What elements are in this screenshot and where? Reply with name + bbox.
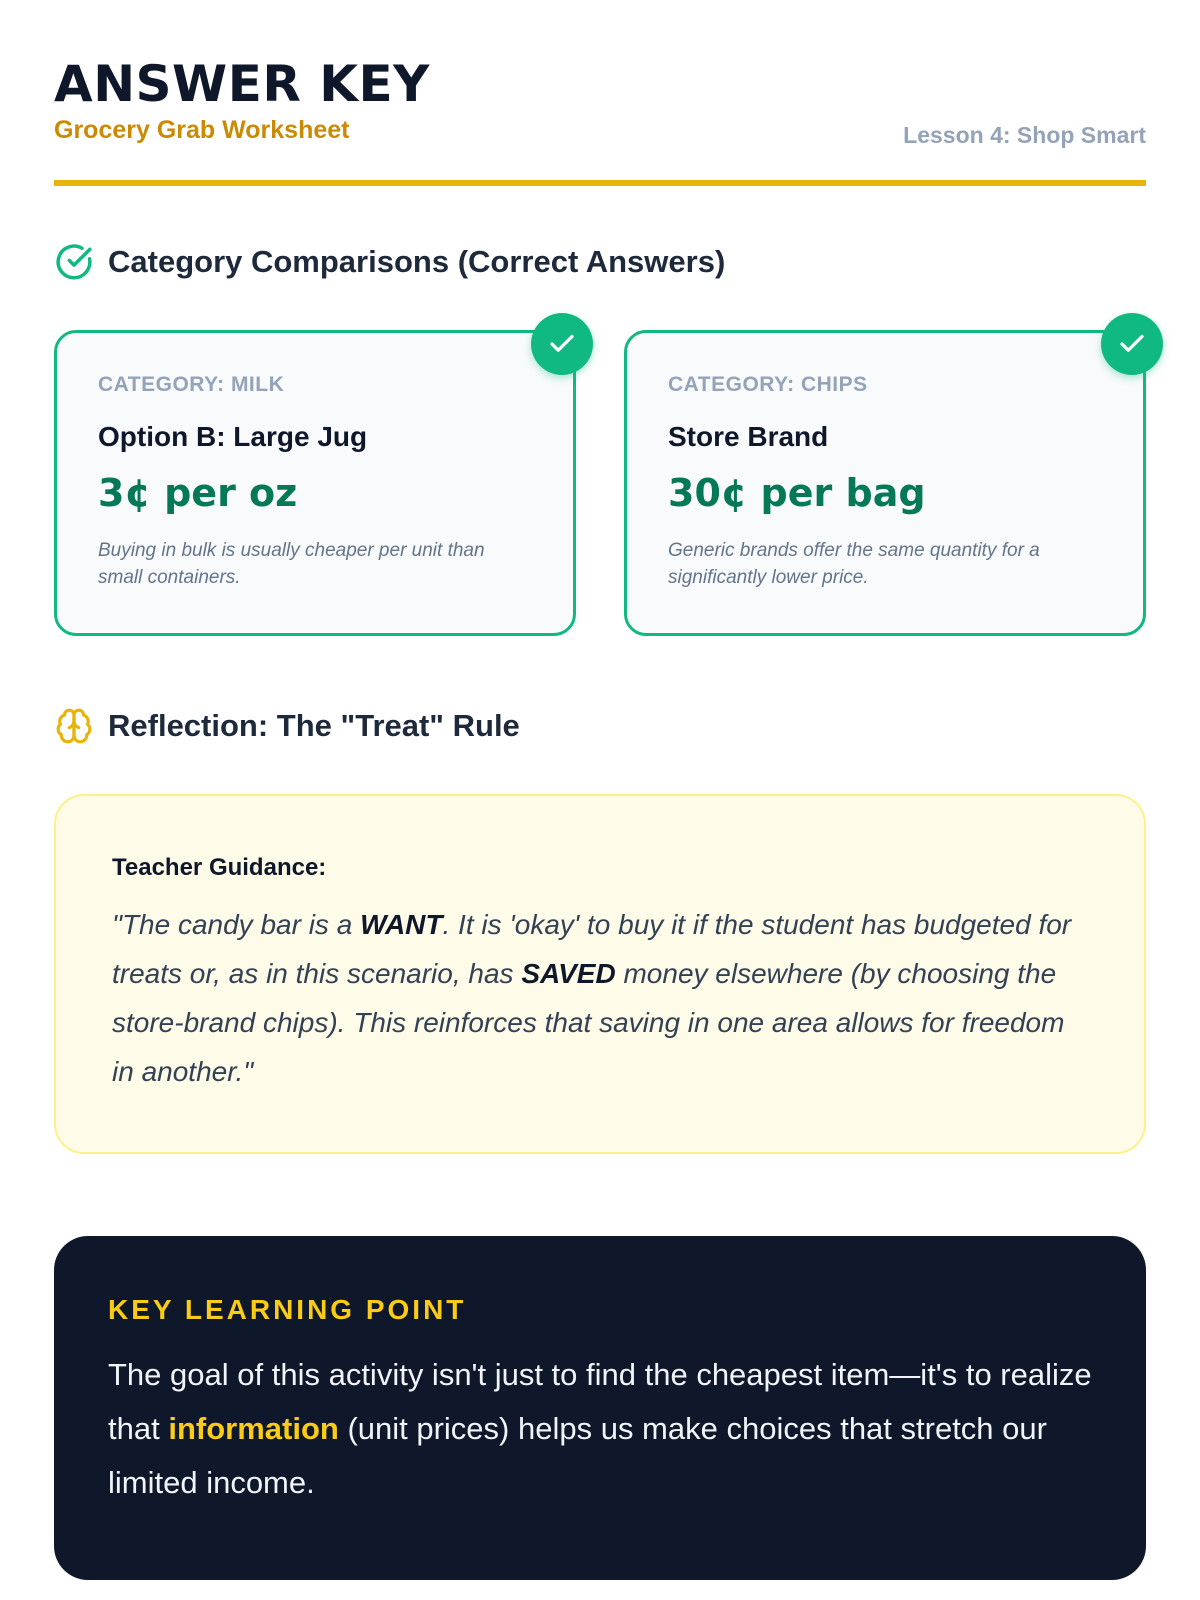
comparison-cards	[54, 330, 1146, 636]
comparisons-heading-text: Category Comparisons (Correct Answers)	[108, 244, 726, 279]
quote-text: money elsewhere (by choosing the store-brand chips). This reinforces that saving in one area allows for freedom in another."	[112, 958, 1065, 1087]
checkmark-icon	[1101, 313, 1163, 375]
card-category: CATEGORY: CHIPS	[668, 373, 868, 396]
comparisons-heading	[54, 242, 725, 282]
page-title: ANSWER KEY	[54, 55, 430, 113]
check-circle-icon	[54, 242, 94, 282]
guidance-quote	[112, 900, 1088, 1096]
page-header	[54, 0, 1146, 186]
card-note: Generic brands offer the same quantity for a significantly lower price.	[668, 540, 1040, 588]
lesson-label: Lesson 4: Shop Smart	[903, 122, 1146, 148]
key-highlight: information	[168, 1411, 339, 1446]
teacher-guidance-box	[54, 794, 1146, 1154]
key-learning-box	[54, 1236, 1146, 1580]
quote-emphasis-saved: SAVED	[521, 958, 616, 989]
key-text: The goal of this activity isn't just to find the cheapest item—it's to realize that	[108, 1357, 1092, 1446]
card-note: Buying in bulk is usually cheaper per unit than small containers.	[98, 540, 485, 588]
card-option: Option B: Large Jug	[98, 421, 368, 452]
quote-emphasis-want: WANT	[360, 909, 443, 940]
checkmark-icon	[531, 313, 593, 375]
card-category: CATEGORY: MILK	[98, 373, 285, 396]
card-chips	[624, 330, 1146, 636]
card-price: 3¢ per oz	[98, 471, 298, 515]
key-learning-text	[108, 1348, 1092, 1510]
key-text: (unit prices) helps us make choices that stretch our limited income.	[108, 1411, 1047, 1500]
key-learning-title: KEY LEARNING POINT	[108, 1294, 467, 1325]
guidance-label: Teacher Guidance:	[112, 854, 327, 881]
reflection-heading-text: Reflection: The "Treat" Rule	[108, 708, 520, 743]
quote-text: "The candy bar is a	[112, 909, 361, 940]
card-option: Store Brand	[668, 421, 829, 452]
card-milk	[54, 330, 576, 636]
card-price: 30¢ per bag	[668, 471, 926, 515]
reflection-heading	[54, 706, 520, 746]
page-subtitle: Grocery Grab Worksheet	[54, 116, 350, 144]
quote-text: . It is 'okay' to buy it if the student has budgeted for treats or, as in this scenario, has	[112, 909, 1072, 989]
brain-icon	[54, 706, 94, 746]
